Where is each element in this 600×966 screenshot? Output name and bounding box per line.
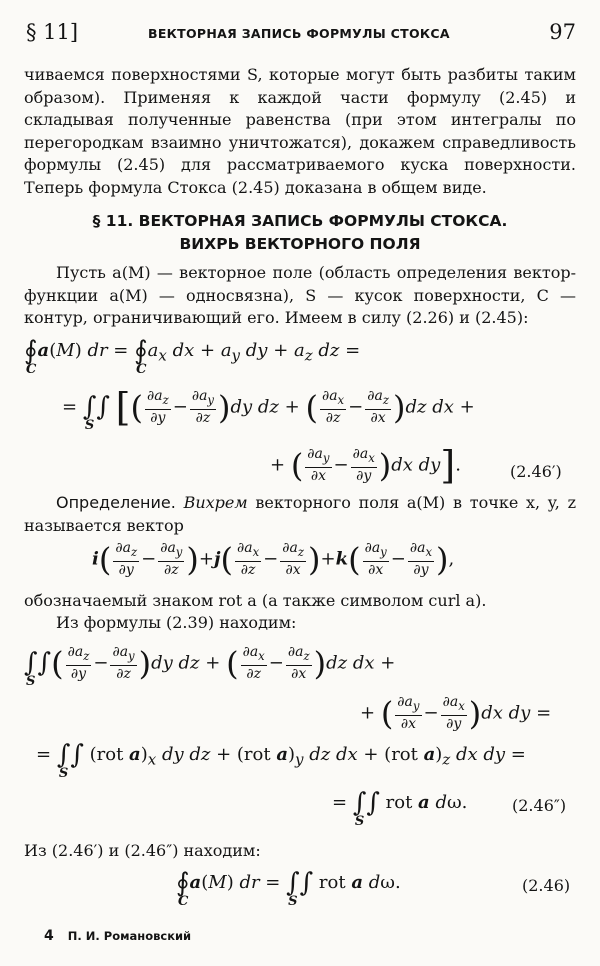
- header-section: § 11]: [26, 20, 79, 44]
- intro-paragraph: чиваемся поверхностями S, которые могут быть разбиты таким образом). Применяя к каждой части формулу (2.45) и складывая полученные равенства (при этом интегралы по перегородкам взаимно уничтожатся), докажем справедливость формулы (2.45) для рассматриваемого куска поверхности. Теперь формула Стокса (2.45) доказана в общем виде.: [24, 65, 576, 197]
- equation-line-3: + ( $\frac{\partial a_y}{\partial x}$ − $\frac{\partial a_x}{\partial y}$ )dx dy].: [270, 443, 461, 488]
- paragraph-let: Пусть a(M) — векторное поле (область определения вектор-функции a(M) — односвязна), S — кусок поверхности, C — контур, ограничивающий его. Имеем в силу (2.26) и (2.45):: [24, 263, 576, 327]
- rot-vector-formula: i( $\frac{\partial a_z}{\partial y}$ − $\frac{\partial a_y}{\partial z}$ )+j( $\frac{\partial a_x}{\partial z}$ − $\frac{\partial a_z}{\partial x}$ )+k( $\frac{\partial a_y}{\partial x}$ − $\frac{\partial a_x}{\partial y}$ ),: [92, 540, 455, 579]
- definition-paragraph: [24, 492, 576, 537]
- section-heading-line2: ВИХРЬ ВЕКТОРНОГО ПОЛЯ: [179, 235, 421, 253]
- equation-line-2: = ∫∫ S [( $\frac{\partial a_z}{\partial y}$ − $\frac{\partial a_y}{\partial z}$ )dy dz + ( $\frac{\partial a_x}{\partial z}$ − $\frac{\partial a_z}{\partial x}$ )dz dx +: [62, 385, 475, 434]
- equation-line-1: ∮ C a(M) dr = ∮ C $a_x$ dx + $a_y$ dy + $a_z$ dz =: [24, 336, 361, 377]
- footer-author: П. И. Романовский: [67, 929, 192, 943]
- section-heading: [0, 210, 600, 256]
- definition-text: векторного поля a(M) в точке x, y, z называется вектор: [24, 493, 576, 535]
- equation2-line-4: = ∫∫ S rot a dω.: [332, 788, 468, 829]
- equation-number-1: (2.46′): [510, 462, 562, 481]
- equation2-line-1: ∫∫ S ( $\frac{\partial a_z}{\partial y}$ − $\frac{\partial a_y}{\partial z}$ )dy dz + ( $\frac{\partial a_x}{\partial z}$ − $\frac{\partial a_z}{\partial x}$ )dz dx +: [24, 644, 396, 690]
- signature-mark: 4: [44, 928, 54, 944]
- header-title: ВЕКТОРНАЯ ЗАПИСЬ ФОРМУЛЫ СТОКСА: [148, 26, 450, 41]
- rot-notation-line: обозначаемый знаком rot a (а также символом curl a).: [24, 591, 487, 610]
- page-footer: [44, 928, 191, 944]
- equation2-line-3: = ∫∫ S (rot $a)_x$ dy dz + (rot $a)_y$ dz dx + (rot $a)_z$ dx dy =: [36, 740, 526, 781]
- final-text-line: Из (2.46′) и (2.46″) находим:: [24, 841, 261, 860]
- definition-term: Вихрем: [183, 493, 248, 512]
- section-heading-line1: § 11. ВЕКТОРНАЯ ЗАПИСЬ ФОРМУЛЫ СТОКСА.: [92, 212, 508, 230]
- equation-number-3: (2.46): [522, 876, 571, 895]
- equation2-line-2: + ( $\frac{\partial a_y}{\partial x}$ − $\frac{\partial a_x}{\partial y}$ )dx dy =: [360, 694, 552, 733]
- stokes-vector-formula: ∮ C a(M) dr = ∫∫ S rot a dω.: [176, 868, 401, 909]
- definition-label: Определение.: [56, 493, 176, 512]
- from-formula-line: Из формулы (2.39) находим:: [56, 613, 297, 632]
- running-header: [26, 18, 576, 48]
- equation-number-2: (2.46″): [512, 796, 567, 815]
- page-number: 97: [549, 20, 576, 44]
